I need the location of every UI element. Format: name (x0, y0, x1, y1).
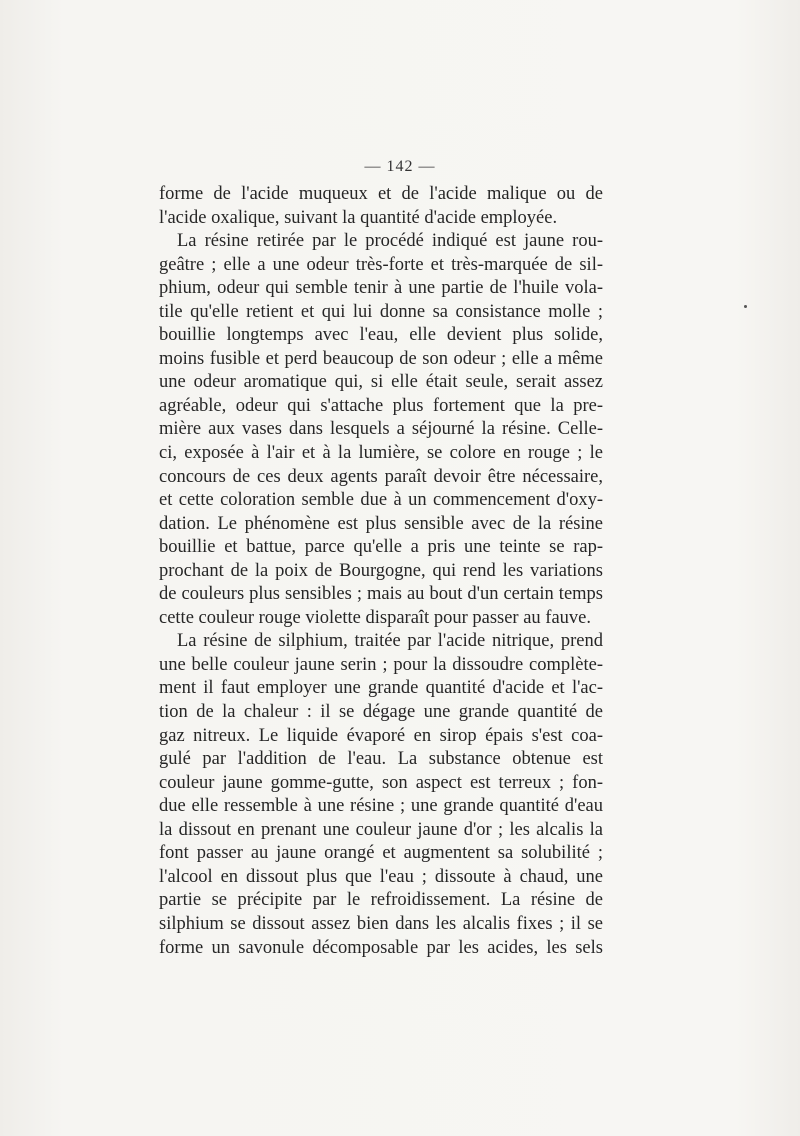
text-line: cette couleur rouge violette disparaît pour passer au fauve. (159, 607, 592, 628)
text-line: tion de la chaleur : il se dégage une grande quantité de (159, 702, 603, 723)
text-line: couleur jaune gomme-gutte, son aspect est terreux ; fon- (159, 772, 603, 793)
text-line: bouillie et battue, parce qu'elle a pris une teinte se rap- (159, 537, 603, 558)
text-line: due elle ressemble à une résine ; une grande quantité d'eau (159, 796, 603, 817)
page-number: — 142 — (364, 158, 436, 175)
text-line: forme de l'acide muqueux et de l'acide malique ou de (159, 184, 603, 204)
text-line: silphium se dissout assez bien dans les alcalis fixes ; il se (159, 913, 603, 934)
text-line: tile qu'elle retient et qui lui donne sa consistance molle ; (159, 301, 603, 322)
paper-speck (744, 305, 747, 308)
text-line: l'acide oxalique, suivant la quantité d'acide employée. (159, 207, 558, 228)
text-line: font passer au jaune orangé et augmentent sa solubilité ; (159, 843, 603, 864)
text-line: partie se précipite par le refroidissement. La résine de (159, 890, 603, 911)
text-line: agréable, odeur qui s'attache plus fortement que la pre- (159, 395, 603, 416)
text-line: gulé par l'addition de l'eau. La substance obtenue est (159, 749, 603, 770)
text-line: bouillie longtemps avec l'eau, elle devient plus solide, (159, 325, 603, 346)
text-line: phium, odeur qui semble tenir à une partie de l'huile vola- (159, 278, 603, 299)
text-line: La résine retirée par le procédé indiqué est jaune rou- (177, 231, 603, 252)
text-line: de couleurs plus sensibles ; mais au bout d'un certain temps (159, 584, 603, 605)
text-line: une odeur aromatique qui, si elle était seule, serait assez (159, 372, 603, 393)
text-line: mière aux vases dans lesquels a séjourné la résine. Celle- (159, 419, 603, 440)
text-line: concours de ces deux agents paraît devoir être nécessaire, (159, 466, 603, 487)
text-line: gaz nitreux. Le liquide évaporé en sirop épais s'est coa- (159, 725, 603, 746)
text-line: prochant de la poix de Bourgogne, qui rend les variations (159, 560, 603, 581)
text-line: La résine de silphium, traitée par l'acide nitrique, prend (177, 631, 603, 652)
body-text (159, 183, 603, 960)
text-line: ment il faut employer une grande quantité d'acide et l'ac- (159, 678, 603, 699)
text-line: et cette coloration semble due à un commencement d'oxy- (159, 490, 603, 511)
text-line: moins fusible et perd beaucoup de son odeur ; elle a même (159, 348, 603, 369)
text-line: l'alcool en dissout plus que l'eau ; dissoute à chaud, une (159, 866, 603, 887)
text-line: dation. Le phénomène est plus sensible avec de la résine (159, 513, 603, 534)
text-line: la dissout en prenant une couleur jaune d'or ; les alcalis la (159, 819, 603, 840)
text-line: geâtre ; elle a une odeur très-forte et très-marquée de sil- (159, 254, 603, 275)
text-line: forme un savonule décomposable par les acides, les sels (159, 937, 603, 958)
text-line: une belle couleur jaune serin ; pour la dissoudre complète- (159, 654, 603, 675)
text-line: ci, exposée à l'air et à la lumière, se colore en rouge ; le (159, 443, 603, 464)
